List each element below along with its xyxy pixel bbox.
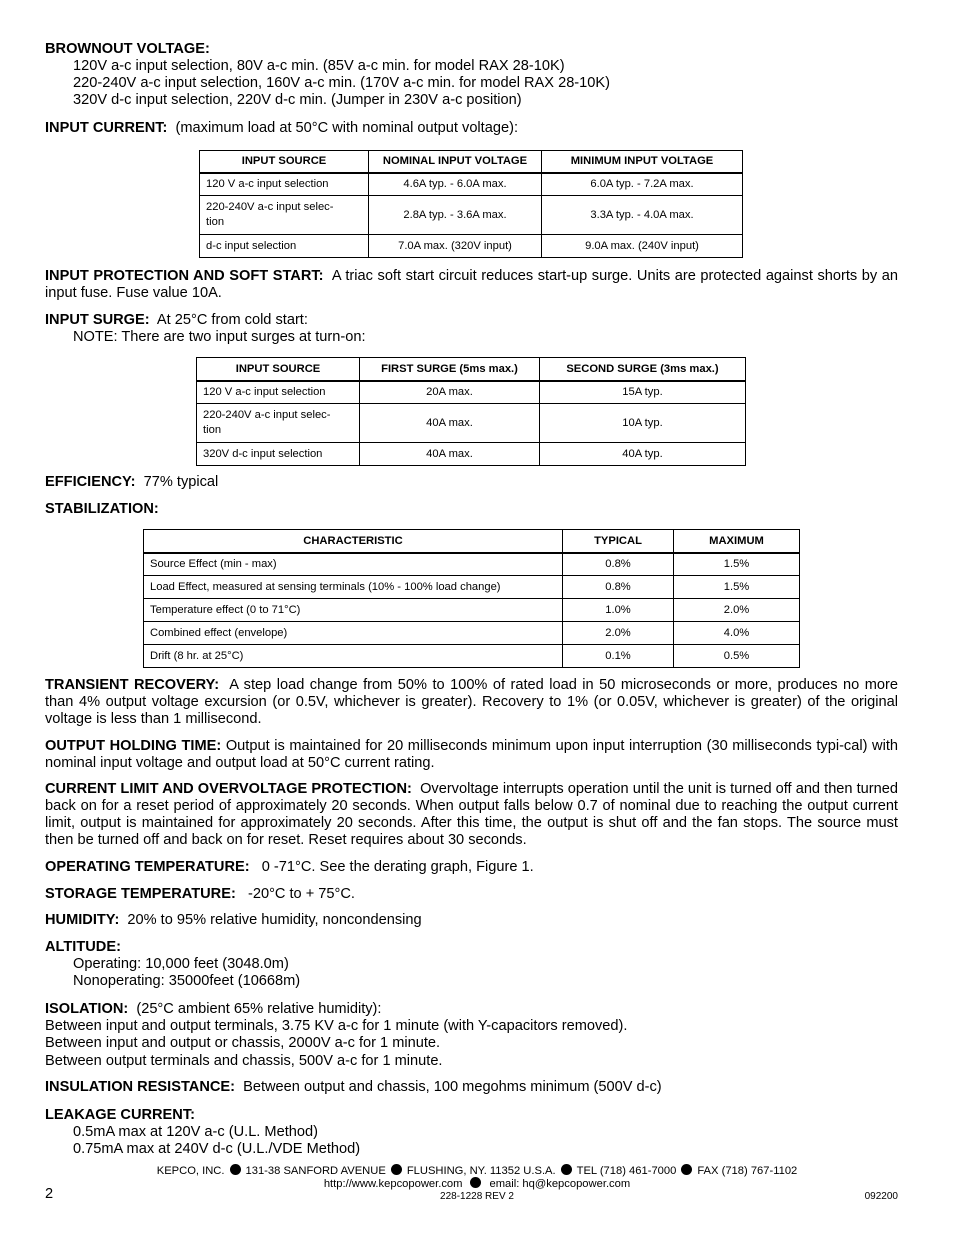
table-row [197,381,746,404]
table-cell: 7.0A max. (320V input) [369,235,542,258]
input-surge-note: NOTE: There are two input surges at turn-on: [73,329,366,345]
storage-temperature-text: -20°C to + 75°C. [247,886,355,902]
humidity-heading: HUMIDITY: [45,912,120,928]
input-surge-section [45,312,308,329]
footer-company: KEPCO, INC. [156,1165,225,1177]
footer-tel: TEL (718) 461-7000 [576,1165,677,1177]
table-cell: 1.5% [674,553,800,576]
table-cell: 0.1% [563,645,674,668]
isolation-text: (25°C ambient 65% relative humidity): [136,1001,382,1017]
table-header: NOMINAL INPUT VOLTAGE [369,151,542,173]
doc-number: 228-1228 REV 2 [440,1191,514,1202]
table-header: FIRST SURGE (5ms max.) [360,358,540,381]
transient-recovery-section [45,677,898,728]
bullet-icon [391,1164,402,1175]
table-header: CHARACTERISTIC [144,530,563,553]
insulation-text: Between output and chassis, 100 megohms minimum (500V d-c) [243,1079,662,1095]
altitude-line: Nonoperating: 35000feet (10668m) [73,973,301,989]
table-cell: 9.0A max. (240V input) [542,235,743,258]
leakage-line: 0.75mA max at 240V d-c (U.L./VDE Method) [73,1141,361,1157]
operating-temperature-heading: OPERATING TEMPERATURE: [45,859,250,875]
output-holding-text: Output is maintained for 20 milliseconds minimum upon input interruption (30 milliseconds typi-cal) with nominal input voltage and output load at 50°C current rating. [45,738,898,771]
stabilization-heading: STABILIZATION: [45,501,159,517]
input-current-text: (maximum load at 50°C with nominal output voltage): [175,120,518,136]
transient-recovery-text: A step load change from 50% to 100% of rated load in 50 microseconds or more, produces no more than 4% output voltage excursion (or 0.5V, whichever is greater). Recovery to 1% (or 0.05V, whichever is greater) of the original voltage is less than 1 millisecond. [45,677,898,727]
insulation-heading: INSULATION RESISTANCE: [45,1079,235,1095]
table-cell: Load Effect, measured at sensing terminals (10% - 100% load change) [144,576,563,599]
table-cell: 40A typ. [540,443,746,466]
table-cell: 220-240V a-c input selec- tion [200,196,369,235]
bullet-icon [681,1164,692,1175]
footer-contact [0,1177,954,1191]
operating-temperature-text: 0 -71°C. See the derating graph, Figure 1. [261,859,534,875]
table-cell: 40A max. [360,443,540,466]
table-cell: 0.8% [563,576,674,599]
table-row [197,443,746,466]
input-protection-heading: INPUT PROTECTION AND SOFT START: [45,268,324,284]
leakage-line: 0.5mA max at 120V a-c (U.L. Method) [73,1124,318,1140]
table-cell: Source Effect (min - max) [144,553,563,576]
table-cell: 2.8A typ. - 3.6A max. [369,196,542,235]
table-row [200,196,743,235]
output-holding-heading: OUTPUT HOLDING TIME: [45,738,222,754]
isolation-line: Between input and output terminals, 3.75 KV a-c for 1 minute (with Y-capacitors removed). [45,1018,628,1034]
input-surge-heading: INPUT SURGE: [45,312,150,328]
current-limit-heading: CURRENT LIMIT AND OVERVOLTAGE PROTECTION: [45,781,412,797]
operating-temperature-section [45,859,534,876]
leakage-heading: LEAKAGE CURRENT: [45,1107,195,1123]
bullet-icon [230,1164,241,1175]
table-cell: 6.0A typ. - 7.2A max. [542,173,743,196]
table-cell: Temperature effect (0 to 71°C) [144,599,563,622]
table-row [144,645,800,668]
bullet-icon [561,1164,572,1175]
storage-temperature-heading: STORAGE TEMPERATURE: [45,886,236,902]
efficiency-text: 77% typical [143,474,219,490]
humidity-section [45,912,422,929]
isolation-section [45,1001,381,1018]
input-current-section [45,120,518,137]
table-header: MINIMUM INPUT VOLTAGE [542,151,743,173]
table-cell: 120 V a-c input selection [197,381,360,404]
humidity-text: 20% to 95% relative humidity, noncondensing [127,912,422,928]
isolation-heading: ISOLATION: [45,1001,129,1017]
table-cell: 2.0% [563,622,674,645]
altitude-line: Operating: 10,000 feet (3048.0m) [73,956,289,972]
brownout-heading: BROWNOUT VOLTAGE: [45,41,210,57]
input-current-table [199,150,743,258]
isolation-line: Between input and output or chassis, 2000V a-c for 1 minute. [45,1035,441,1051]
table-row [144,576,800,599]
table-cell: 3.3A typ. - 4.0A max. [542,196,743,235]
table-header: INPUT SOURCE [197,358,360,381]
table-cell: 320V d-c input selection [197,443,360,466]
table-cell: 1.5% [674,576,800,599]
table-row [200,173,743,196]
table-row [197,404,746,443]
efficiency-section [45,474,218,491]
footer-fax: FAX (718) 767-1102 [697,1165,798,1177]
storage-temperature-section [45,886,355,903]
table-cell: 220-240V a-c input selec- tion [197,404,360,443]
page-number: 2 [45,1186,54,1202]
footer-address [0,1164,954,1178]
altitude-heading: ALTITUDE: [45,939,121,955]
table-cell: 0.8% [563,553,674,576]
footer-street: 131-38 SANFORD AVENUE [245,1165,386,1177]
table-cell: 120 V a-c input selection [200,173,369,196]
date-code: 092200 [864,1191,898,1202]
table-cell: 20A max. [360,381,540,404]
table-cell: Drift (8 hr. at 25°C) [144,645,563,668]
table-cell: 40A max. [360,404,540,443]
input-surge-table [196,357,746,466]
footer-web-link[interactable]: http://www.kepcopower.com [323,1178,463,1190]
table-cell: 15A typ. [540,381,746,404]
table-header: INPUT SOURCE [200,151,369,173]
table-cell: Combined effect (envelope) [144,622,563,645]
table-row [200,235,743,258]
table-cell: 10A typ. [540,404,746,443]
table-cell: 4.6A typ. - 6.0A max. [369,173,542,196]
footer-city: FLUSHING, NY. 11352 U.S.A. [406,1165,556,1177]
footer-email-link[interactable]: email: hq@kepcopower.com [489,1178,631,1190]
table-row [144,622,800,645]
isolation-line: Between output terminals and chassis, 500V a-c for 1 minute. [45,1053,443,1069]
brownout-line: 220-240V a-c input selection, 160V a-c min. (170V a-c min. for model RAX 28-10K) [73,75,610,91]
input-surge-text: At 25°C from cold start: [156,312,308,328]
efficiency-heading: EFFICIENCY: [45,474,136,490]
insulation-section [45,1079,662,1096]
table-cell: 1.0% [563,599,674,622]
brownout-line: 320V d-c input selection, 220V d-c min. (Jumper in 230V a-c position) [73,92,522,108]
table-cell: 2.0% [674,599,800,622]
input-protection-text: A triac soft start circuit reduces start-up surge. Units are protected against shorts by an input fuse. Fuse value 10A. [45,268,898,301]
current-limit-section [45,781,898,849]
table-header: SECOND SURGE (3ms max.) [540,358,746,381]
input-protection-section [45,268,898,302]
input-current-heading: INPUT CURRENT: [45,120,168,136]
output-holding-section [45,738,898,772]
table-row [144,553,800,576]
table-row [144,599,800,622]
stabilization-table [143,529,800,668]
current-limit-text: Overvoltage interrupts operation until the unit is turned off and then turned back on for a reset period of approximately 20 seconds. When output falls below 0.7 of nominal due to reaching the output current limit, output is maintained for approximately 20 seconds. After this time, the output is shut off and the fan stops. The source must then be turned off and back on for reset. Reset requires about 30 seconds. [45,781,899,848]
table-header: MAXIMUM [674,530,800,553]
table-cell: 0.5% [674,645,800,668]
table-cell: 4.0% [674,622,800,645]
table-header: TYPICAL [563,530,674,553]
bullet-icon [470,1177,481,1188]
table-cell: d-c input selection [200,235,369,258]
brownout-line: 120V a-c input selection, 80V a-c min. (85V a-c min. for model RAX 28-10K) [73,58,565,74]
transient-recovery-heading: TRANSIENT RECOVERY: [45,677,220,693]
